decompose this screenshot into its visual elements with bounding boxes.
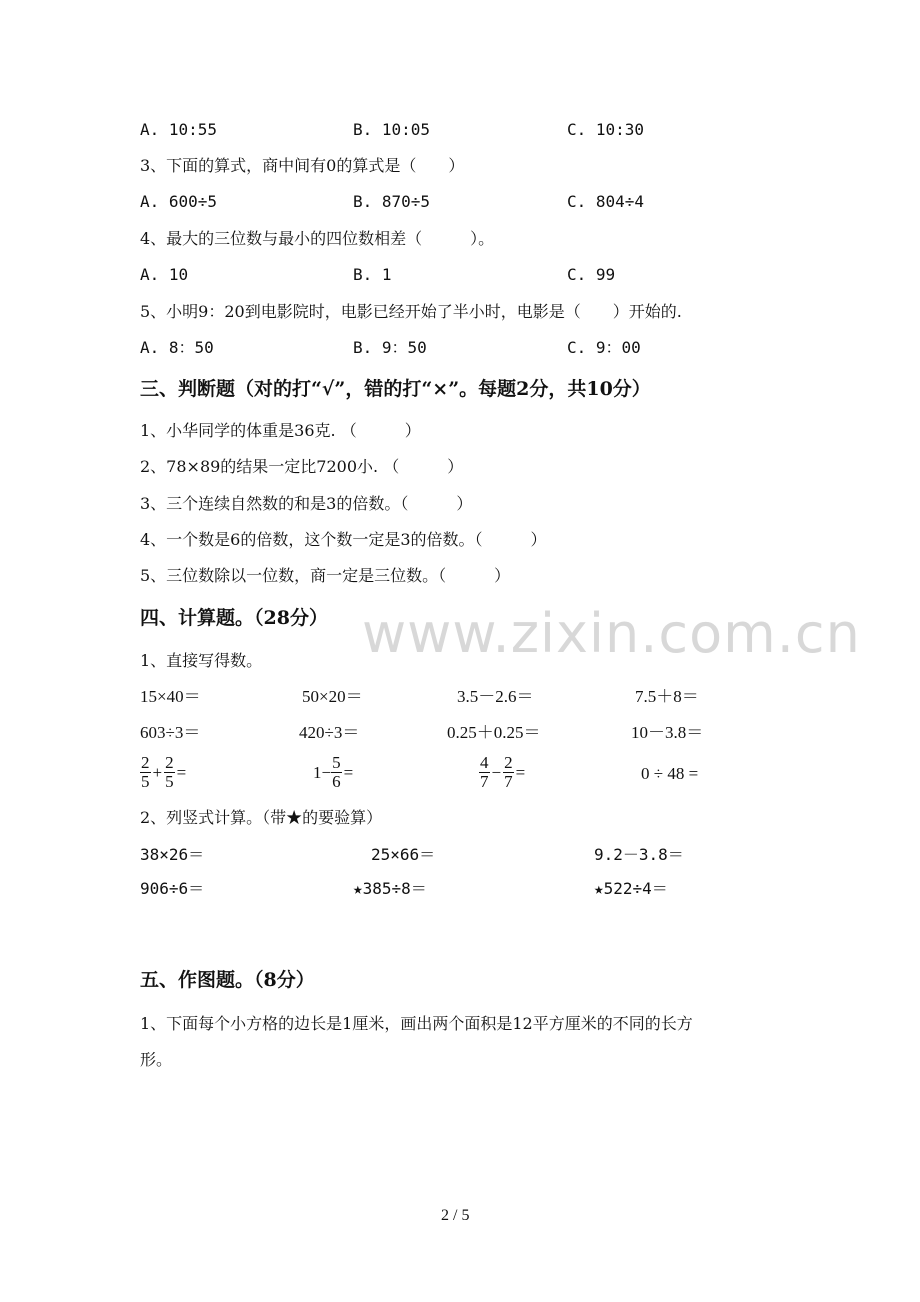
calc-r2c1: 603÷3＝ [140,723,201,742]
judge-item-1: 1、小华同学的体重是36克. （ ） [140,421,421,440]
calc-r1c2: 50×20＝ [302,687,363,706]
numerator: 2 [504,753,513,772]
calc-r2c2: 420÷3＝ [299,723,360,742]
draw-question-line1: 1、下面每个小方格的边长是1厘米，画出两个面积是12平方厘米的不同的长方 [140,1014,693,1033]
calc-sub1: 1、直接写得数。 [140,651,263,670]
fraction [479,754,490,791]
judge-item-5: 5、三位数除以一位数，商一定是三位数。（ ） [140,566,511,585]
operator: + [152,762,163,782]
section5-title: 五、作图题。（8分） [140,969,315,991]
calc-r3c4: 0 ÷ 48 = [641,764,699,783]
numerator: 5 [332,753,341,772]
section3-title: 三、判断题（对的打“√”，错的打“×”。每题2分，共10分） [140,378,651,400]
denominator: 7 [504,772,513,791]
denominator: 6 [332,772,341,791]
calc-r1c3: 3.5－2.6＝ [457,687,534,706]
judge-item-3: 3、三个连续自然数的和是3的倍数。（ ） [140,494,473,513]
fraction [164,754,175,791]
vertical-r2c2: ★385÷8＝ [353,879,427,898]
calc-r1c1: 15×40＝ [140,687,201,706]
q4-text: 4、最大的三位数与最小的四位数相差（ ）。 [140,229,495,248]
q5-option-b: B. 9：50 [353,338,427,357]
judge-item-4: 4、一个数是6的倍数，这个数一定是3的倍数。（ ） [140,530,547,549]
numerator: 2 [165,753,174,772]
equals: = [343,762,354,782]
operator: − [491,762,502,782]
vertical-r1c2: 25×66＝ [371,845,436,864]
fraction [331,754,342,791]
denominator: 5 [165,772,174,791]
whole-minus: 1− [313,762,332,782]
q2-option-a: A. 10:55 [140,120,218,139]
vertical-r1c3: 9.2－3.8＝ [594,845,684,864]
numerator: 2 [141,753,150,772]
calc-r1c4: 7.5＋8＝ [635,687,699,706]
fraction-expr-3 [479,754,527,791]
q4-option-c: C. 99 [567,265,616,284]
denominator: 7 [480,772,489,791]
q5-option-a: A. 8：50 [140,338,214,357]
equals: = [176,762,187,782]
q5-option-c: C. 9：00 [567,338,641,357]
calc-r2c3: 0.25＋0.25＝ [447,723,541,742]
fraction [140,754,151,791]
denominator: 5 [141,772,150,791]
vertical-r1c1: 38×26＝ [140,845,205,864]
fraction-expr-2 [313,754,355,791]
vertical-r2c1: 906÷6＝ [140,879,205,898]
q3-option-b: B. 870÷5 [353,192,431,211]
watermark: www.zixin.com.cn [362,602,861,665]
q4-option-b: B. 1 [353,265,392,284]
section4-title: 四、计算题。（28分） [140,607,328,629]
calc-sub2: 2、列竖式计算。（带★的要验算） [140,808,383,827]
q5-text: 5、小明9：20到电影院时，电影已经开始了半小时，电影是（ ）开始的. [140,302,682,321]
q2-option-b: B. 10:05 [353,120,431,139]
page-number: 2 / 5 [441,1207,470,1224]
q3-option-c: C. 804÷4 [567,192,645,211]
numerator: 4 [480,753,489,772]
q4-option-a: A. 10 [140,265,189,284]
equals: = [515,762,526,782]
q3-text: 3、下面的算式，商中间有0的算式是（ ） [140,156,465,175]
judge-item-2: 2、78×89的结果一定比7200小. （ ） [140,457,464,476]
calc-r2c4: 10－3.8＝ [631,723,704,742]
draw-question-line2: 形。 [140,1050,173,1069]
q2-option-c: C. 10:30 [567,120,645,139]
fraction [503,754,514,791]
vertical-r2c3: ★522÷4＝ [594,879,668,898]
q3-option-a: A. 600÷5 [140,192,218,211]
fraction-expr-1 [140,754,188,791]
